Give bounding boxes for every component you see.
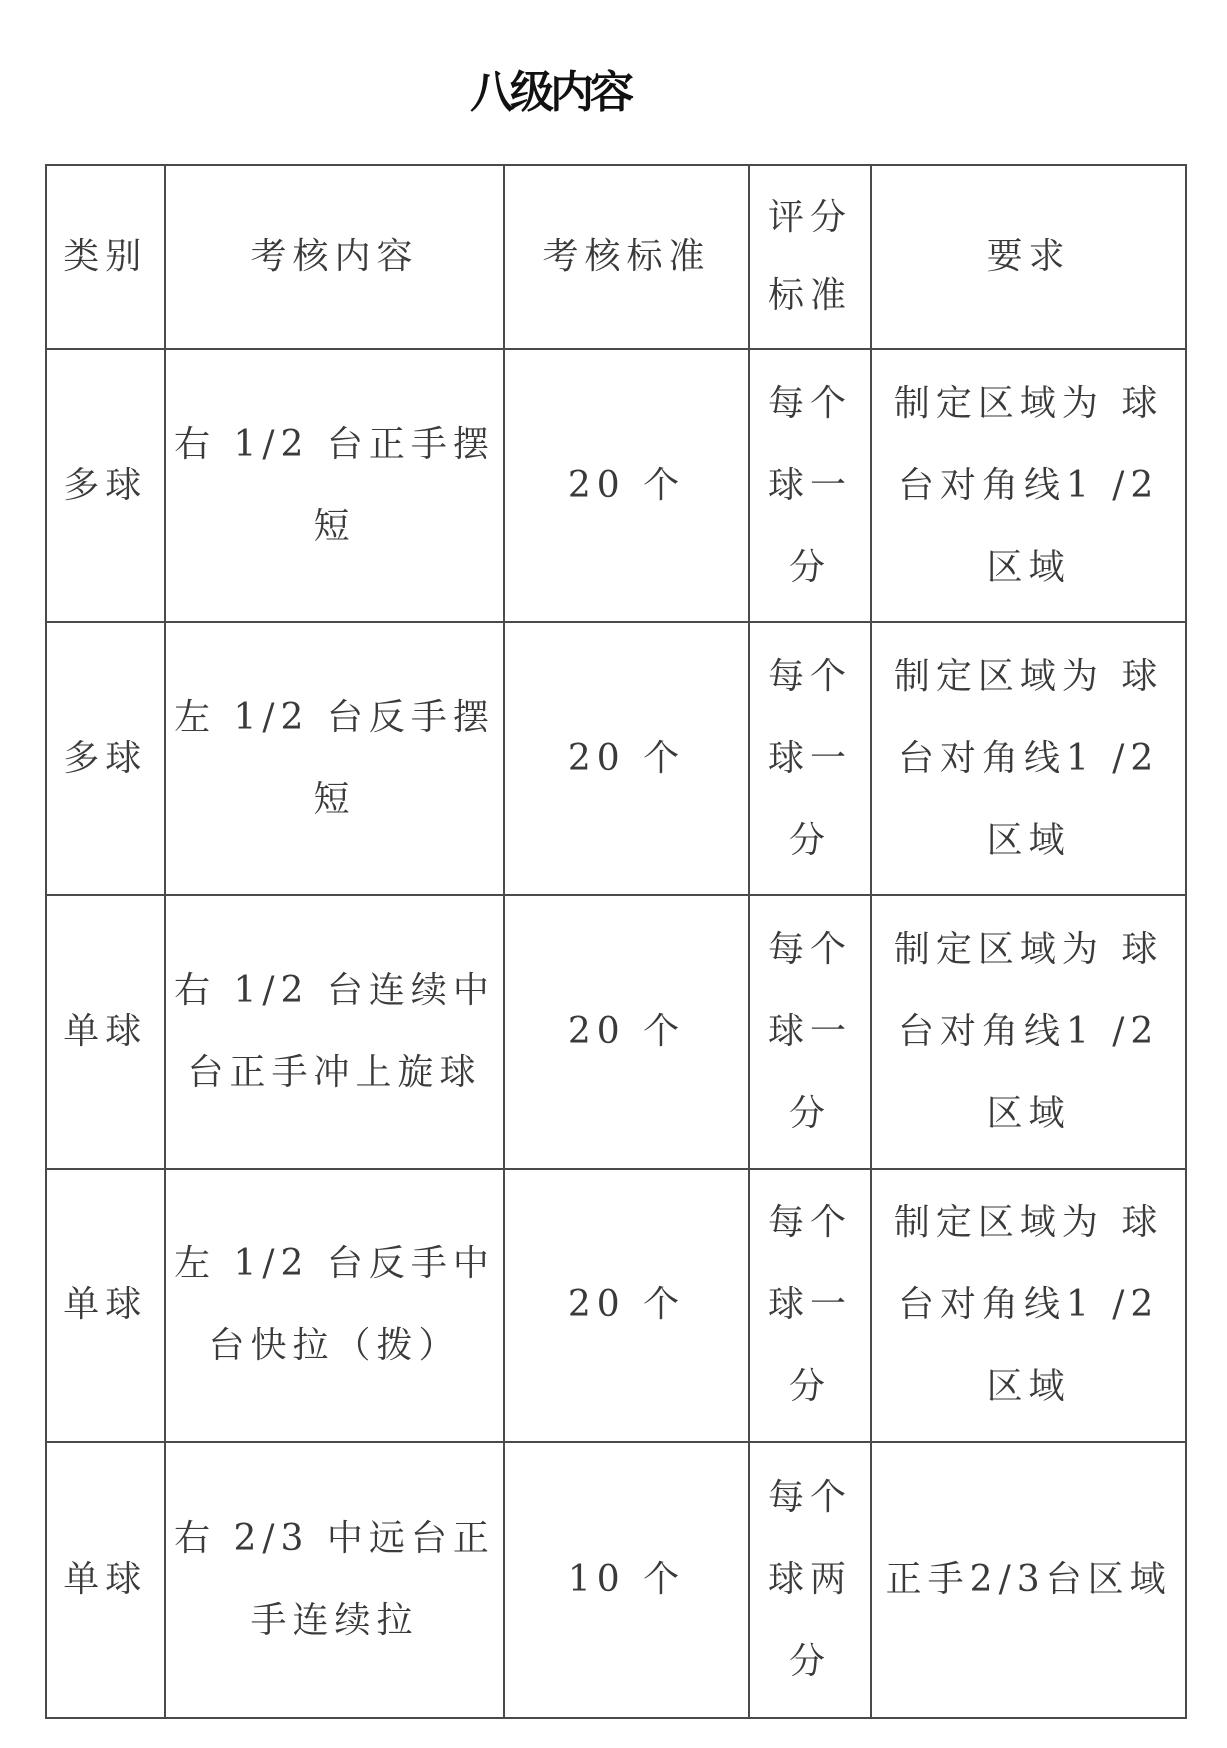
table-row xyxy=(46,1442,1186,1718)
header-content: 考核内容 xyxy=(165,165,505,349)
cell-content: 右 1/2 台正手摆短 xyxy=(165,349,505,622)
table-row xyxy=(46,622,1186,895)
table-row xyxy=(46,895,1186,1168)
cell-category: 多球 xyxy=(46,622,165,895)
cell-category: 多球 xyxy=(46,349,165,622)
cell-requirement: 制定区域为 球台对角线1 /2 区域 xyxy=(871,895,1186,1168)
table-row xyxy=(46,1169,1186,1442)
header-category: 类别 xyxy=(46,165,165,349)
header-standard: 考核标准 xyxy=(504,165,748,349)
cell-scoring: 每个球一分 xyxy=(749,349,872,622)
cell-scoring: 每个球两分 xyxy=(749,1442,872,1718)
cell-category: 单球 xyxy=(46,1169,165,1442)
assessment-table xyxy=(45,164,1187,1719)
cell-category: 单球 xyxy=(46,895,165,1168)
cell-scoring: 每个球一分 xyxy=(749,622,872,895)
table-header-row xyxy=(46,165,1186,349)
page-title: 八级内容 xyxy=(470,67,630,118)
table-row xyxy=(46,349,1186,622)
cell-content: 左 1/2 台反手中台快拉（拨） xyxy=(165,1169,505,1442)
cell-requirement: 正手2/3台区域 xyxy=(871,1442,1186,1718)
cell-category: 单球 xyxy=(46,1442,165,1718)
cell-scoring: 每个球一分 xyxy=(749,1169,872,1442)
cell-requirement: 制定区域为 球台对角线1 /2 区域 xyxy=(871,349,1186,622)
cell-standard: 20 个 xyxy=(504,622,748,895)
cell-content: 右 1/2 台连续中台正手冲上旋球 xyxy=(165,895,505,1168)
cell-requirement: 制定区域为 球台对角线1 /2 区域 xyxy=(871,1169,1186,1442)
cell-standard: 20 个 xyxy=(504,349,748,622)
cell-requirement: 制定区域为 球台对角线1 /2 区域 xyxy=(871,622,1186,895)
cell-standard: 20 个 xyxy=(504,1169,748,1442)
header-requirement: 要求 xyxy=(871,165,1186,349)
cell-standard: 20 个 xyxy=(504,895,748,1168)
cell-scoring: 每个球一分 xyxy=(749,895,872,1168)
cell-content: 右 2/3 中远台正手连续拉 xyxy=(165,1442,505,1718)
header-scoring: 评分标准 xyxy=(749,165,872,349)
cell-standard: 10 个 xyxy=(504,1442,748,1718)
cell-content: 左 1/2 台反手摆短 xyxy=(165,622,505,895)
